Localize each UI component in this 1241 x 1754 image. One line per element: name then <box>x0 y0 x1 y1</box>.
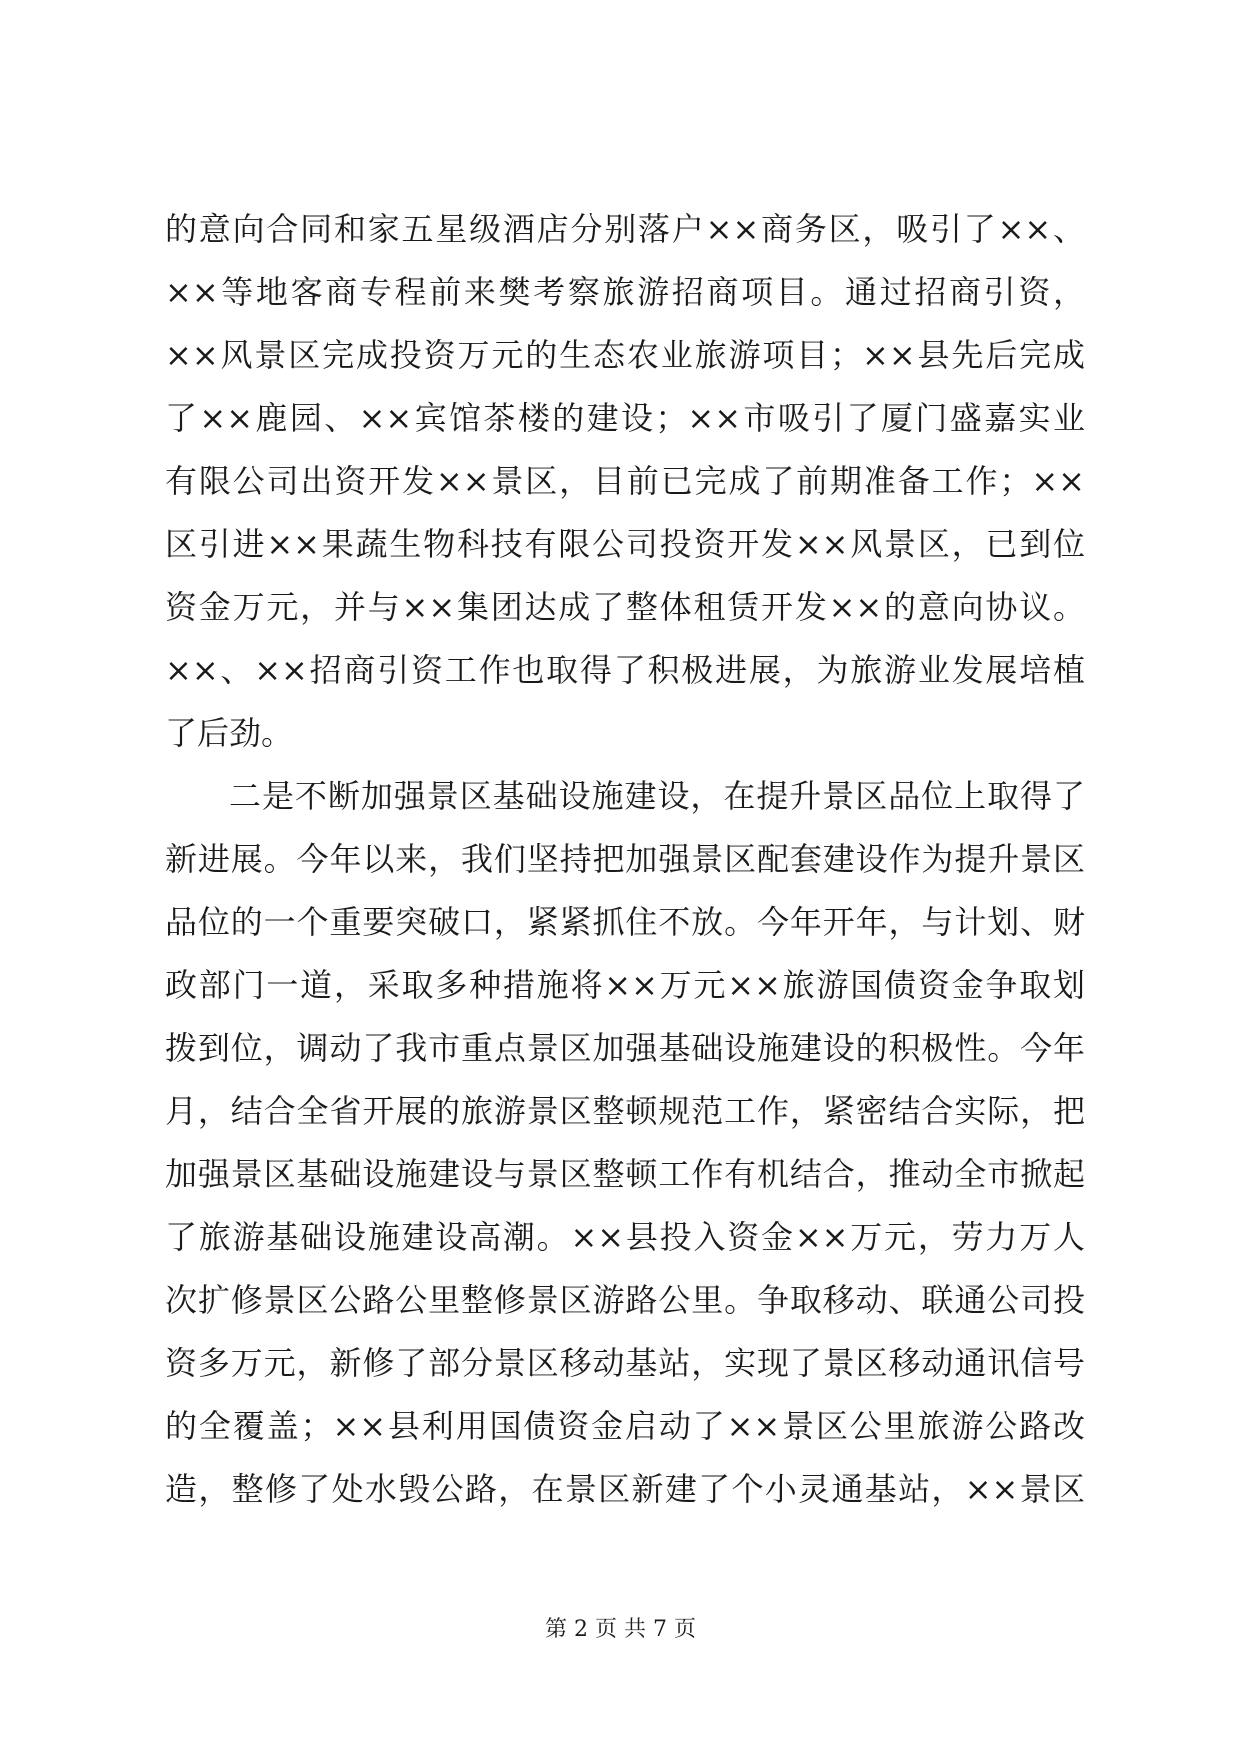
text-line: 次扩修景区公路公里整修景区游路公里。争取移动、联通公司投 <box>165 1281 1085 1319</box>
text-line: 的意向合同和家五星级酒店分别落户××商务区，吸引了××、 <box>165 210 1085 248</box>
text-line: 区引进××果蔬生物科技有限公司投资开发××风景区，已到位 <box>165 525 1085 563</box>
text-line: 政部门一道，采取多种措施将××万元××旅游国债资金争取划 <box>165 966 1085 1004</box>
text-line: ××、××招商引资工作也取得了积极进展，为旅游业发展培植 <box>165 651 1085 689</box>
text-line: ××风景区完成投资万元的生态农业旅游项目；××县先后完成 <box>165 336 1085 374</box>
text-line: 品位的一个重要突破口，紧紧抓住不放。今年开年，与计划、财 <box>165 903 1085 941</box>
text-line: 拨到位，调动了我市重点景区加强基础设施建设的积极性。今年 <box>165 1029 1085 1067</box>
paragraph-first-line: 二是不断加强景区基础设施建设，在提升景区品位上取得了 <box>229 777 1085 815</box>
paragraph-end-line: 了后劲。 <box>165 714 294 752</box>
text-line: ××等地客商专程前来樊考察旅游招商项目。通过招商引资， <box>165 273 1085 311</box>
text-line: 了旅游基础设施建设高潮。××县投入资金××万元，劳力万人 <box>165 1218 1085 1256</box>
page-footer <box>0 1612 1241 1643</box>
body-text <box>165 198 1085 1521</box>
text-line: 了××鹿园、××宾馆茶楼的建设；××市吸引了厦门盛嘉实业 <box>165 399 1085 437</box>
text-line: 资多万元，新修了部分景区移动基站，实现了景区移动通讯信号 <box>165 1344 1085 1382</box>
text-line: 造，整修了处水毁公路，在景区新建了个小灵通基站，××景区 <box>165 1470 1085 1508</box>
text-line: 加强景区基础设施建设与景区整顿工作有机结合，推动全市掀起 <box>165 1155 1085 1193</box>
page-number: 第 2 页 共 7 页 <box>545 1617 696 1642</box>
text-line: 的全覆盖；××县利用国债资金启动了××景区公里旅游公路改 <box>165 1407 1085 1445</box>
text-line: 新进展。今年以来，我们坚持把加强景区配套建设作为提升景区 <box>165 840 1085 878</box>
text-line: 有限公司出资开发××景区，目前已完成了前期准备工作；×× <box>165 462 1085 500</box>
text-line: 资金万元，并与××集团达成了整体租赁开发××的意向协议。 <box>165 588 1085 626</box>
text-line: 月，结合全省开展的旅游景区整顿规范工作，紧密结合实际，把 <box>165 1092 1085 1130</box>
